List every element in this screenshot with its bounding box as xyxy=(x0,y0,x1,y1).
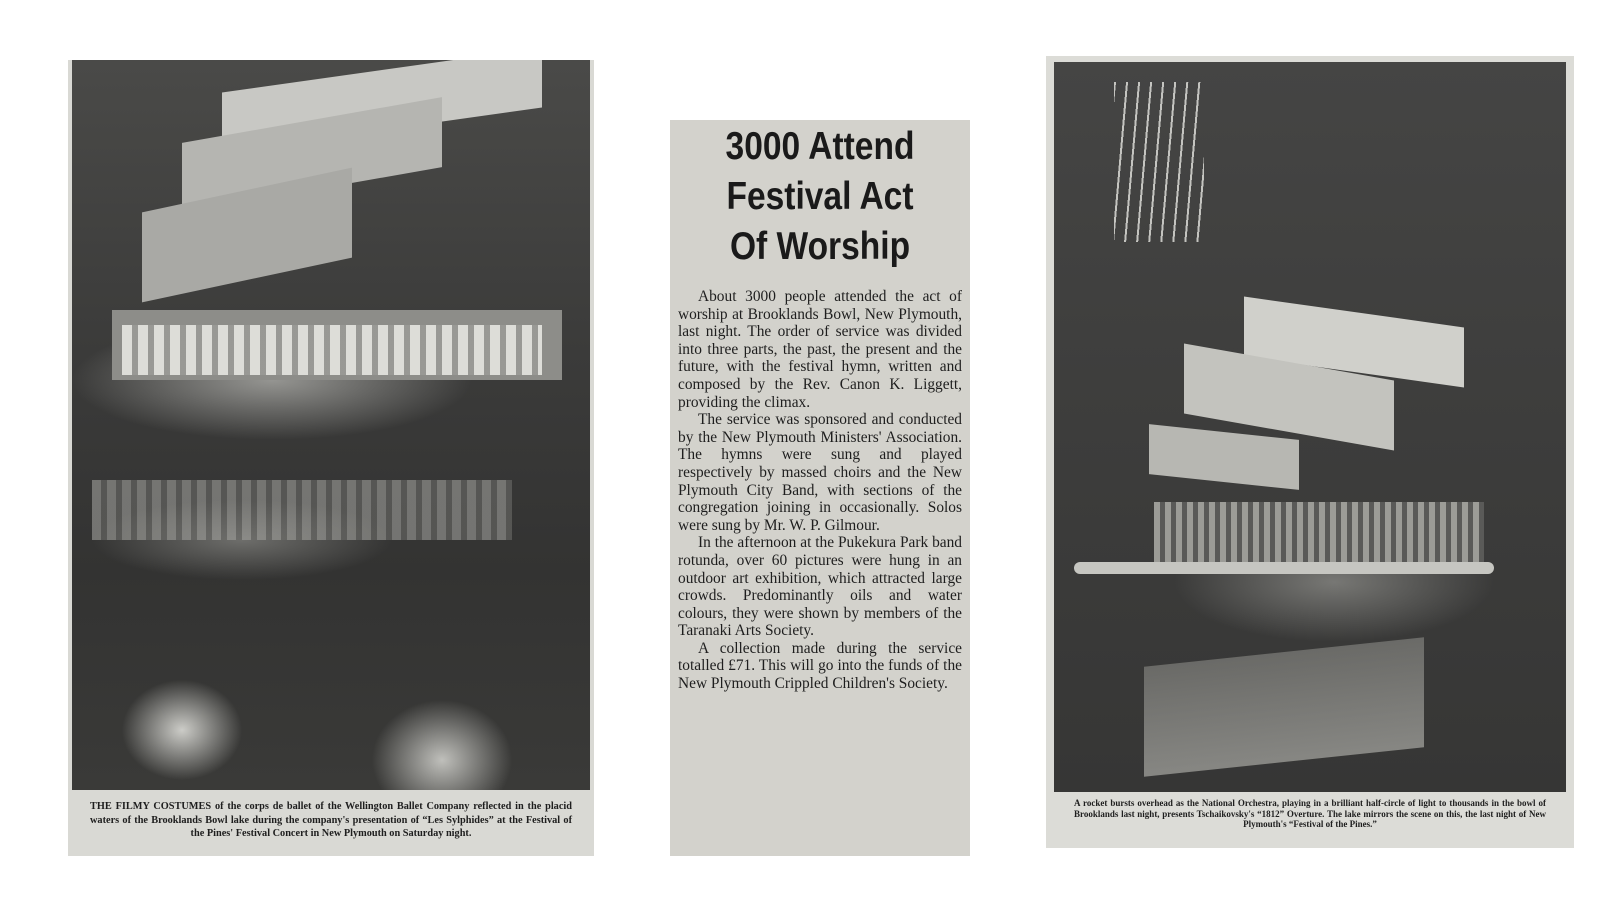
rocket-burst xyxy=(1114,82,1204,242)
headline-line: 3000 Attend xyxy=(725,125,915,168)
orchestra xyxy=(1154,502,1484,562)
headline-line: Festival Act xyxy=(726,175,914,218)
article-paragraph: The service was sponsored and conducted by the New Plymouth Ministers' Association. The hymns were sung and played respectively by massed choirs and the New Plymouth City Band, with sections of the congregation joining in occasionally. Solos were sung by Mr. W. P. Gilmour. xyxy=(678,411,962,534)
right-clipping xyxy=(1046,56,1574,848)
ballet-photo xyxy=(72,60,590,790)
stage-shell-panel xyxy=(1149,424,1299,490)
article-paragraph: In the afternoon at the Pukekura Park band rotunda, over 60 pictures were hung in an outdoor art exhibition, which attracted large crowds. Predominantly oils and water colours, they were shown by members of the Taranaki Arts Society. xyxy=(678,534,962,640)
left-photo-caption: THE FILMY COSTUMES of the corps de ballet of the Wellington Ballet Company reflected in the placid waters of the Brooklands Bowl lake during the company's presentation of “Les Sylphides” at the Festival of the Pines' Festival Concert in New Plymouth on Saturday night. xyxy=(72,790,590,856)
article-clipping xyxy=(670,120,970,856)
article-body xyxy=(678,288,962,693)
ballet-dancers xyxy=(122,325,542,375)
right-photo-caption: A rocket bursts overhead as the National Orchestra, playing in a brilliant half-circle of light to thousands in the bowl of Brooklands last night, presents Tschaikovsky's “1812” Overture. The lake mirrors the scene on this, the last night of New Plymouth's “Festival of the Pines.” xyxy=(1074,798,1546,829)
lake-reflection xyxy=(92,480,512,540)
article-headline xyxy=(698,120,942,272)
left-clipping xyxy=(68,60,594,856)
article-paragraph: About 3000 people attended the act of worship at Brooklands Bowl, New Plymouth, last night. The order of service was divided into three parts, the past, the present and the future, with the festival hymn, written and composed by the Rev. Canon K. Liggett, providing the climax. xyxy=(678,288,962,411)
headline-line: Of Worship xyxy=(729,225,911,268)
article-paragraph: A collection made during the service totalled £71. This will go into the funds of the New Plymouth Crippled Children's Society. xyxy=(678,639,962,693)
orchestra-photo xyxy=(1054,62,1566,792)
lake-reflection xyxy=(1144,637,1424,776)
stage xyxy=(1074,562,1494,574)
